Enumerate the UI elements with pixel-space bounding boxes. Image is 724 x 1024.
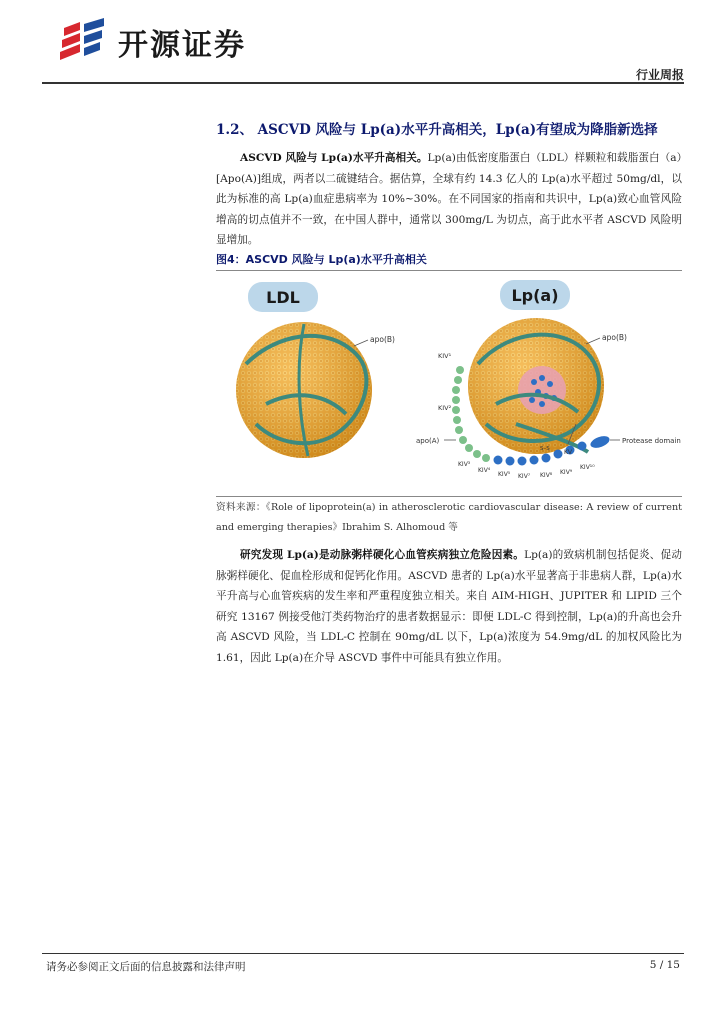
apob-label-right: apo(B)	[602, 333, 627, 342]
lpa-label: Lp(a)	[511, 286, 559, 305]
ldl-label: LDL	[266, 288, 300, 307]
apoa-label: apo(A)	[416, 437, 440, 445]
kiv1-label: KIV¹	[438, 352, 452, 360]
page-number: 5 / 15	[649, 959, 680, 971]
protease-domain-label: Protease domain	[622, 437, 681, 445]
logo-mark-icon	[56, 18, 112, 66]
lpa-particle	[468, 318, 627, 454]
paragraph-body: Lp(a)的致病机制包括促炎、促动脉粥样硬化、促血栓形成和促钙化作用。ASCVD 患者的 Lp(a)水平显著高于非患病人群，Lp(a)水平升高与心血管疾病的发生率和严重程度独立相关。来自 AIM-HIGH、JUPITER 和 LIPID 三个研究 13167 例接受他汀类药物治疗的患者数据显示：即便 LDL-C 得到控制，Lp(a)的升高也会升高 ASCVD 风险，当 LDL-C 控制在 90mg/dL 以下，Lp(a)浓度为 54.9mg/dL 的加权风险比为 1.61，因此 Lp(a)在介导 ASCVD 事件中可能具有独立作用。	[216, 549, 682, 664]
lipoprotein-diagram	[216, 274, 682, 492]
figure-top-divider	[216, 270, 682, 271]
footer-divider	[42, 953, 684, 954]
paragraph-lead: ASCVD 风险与 Lp(a)水平升高相关。	[240, 152, 428, 164]
kiv2-label: KIV²	[438, 404, 452, 412]
company-logo	[56, 18, 246, 66]
figure-source: 资料来源：《Role of lipoprotein(a) in atherosclerotic cardiovascular disease: A review of current and emerging therapies》Ibrahim S. Alhomoud 等	[216, 502, 682, 533]
ldl-label-box	[248, 282, 318, 312]
header-divider	[42, 82, 684, 84]
footer-disclaimer: 请务必参阅正文后面的信息披露和法律声明	[46, 961, 246, 973]
paragraph-lpa-risk-factor	[216, 545, 682, 668]
figure-title: 图4：ASCVD 风险与 Lp(a)水平升高相关	[216, 253, 427, 266]
report-type-label: 行业周报	[635, 68, 684, 82]
section-title: 1.2、 ASCVD 风险与 Lp(a)水平升高相关，Lp(a)有望成为降脂新选择	[216, 122, 658, 138]
disulfide-label: S–S	[540, 446, 550, 452]
kiv5-label: KIV⁵	[498, 471, 511, 478]
kiv9-label: KIV⁹	[560, 469, 573, 476]
company-name: 开源证券	[118, 28, 246, 63]
ldl-particle	[236, 322, 395, 458]
kiv10-label: KIV¹⁰	[580, 464, 595, 471]
lpa-label-box	[500, 280, 570, 310]
paragraph-body: Lp(a)由低密度脂蛋白（LDL）样颗粒和载脂蛋白（a）[Apo(A)]组成，两者以二硫键结合。据估算，全球有约 14.3 亿人的 Lp(a)水平超过 50mg/dl，以此为标准的高 Lp(a)血症患病率为 10%~30%。在不同国家的指南和共识中，Lp(a)致心血管风险增高的切点值并不一致，在中国人群中，通常以 300mg/L 为切点，高于此水平者 ASCVD 风险明显增加。	[216, 152, 682, 246]
paragraph-lead: 研究发现 Lp(a)是动脉粥样硬化心血管疾病独立危险因素。	[240, 549, 525, 561]
kiv4-label: KIV⁴	[478, 467, 491, 474]
kiv3-label: KIV³	[458, 461, 471, 468]
kiv8-label: KIV⁸	[540, 472, 553, 479]
kv-label: KV	[564, 449, 573, 456]
figure-bottom-divider	[216, 496, 682, 497]
kiv7-label: KIV⁷	[518, 473, 531, 480]
paragraph-ascvd-risk	[216, 148, 682, 251]
apob-label-left: apo(B)	[370, 335, 395, 344]
